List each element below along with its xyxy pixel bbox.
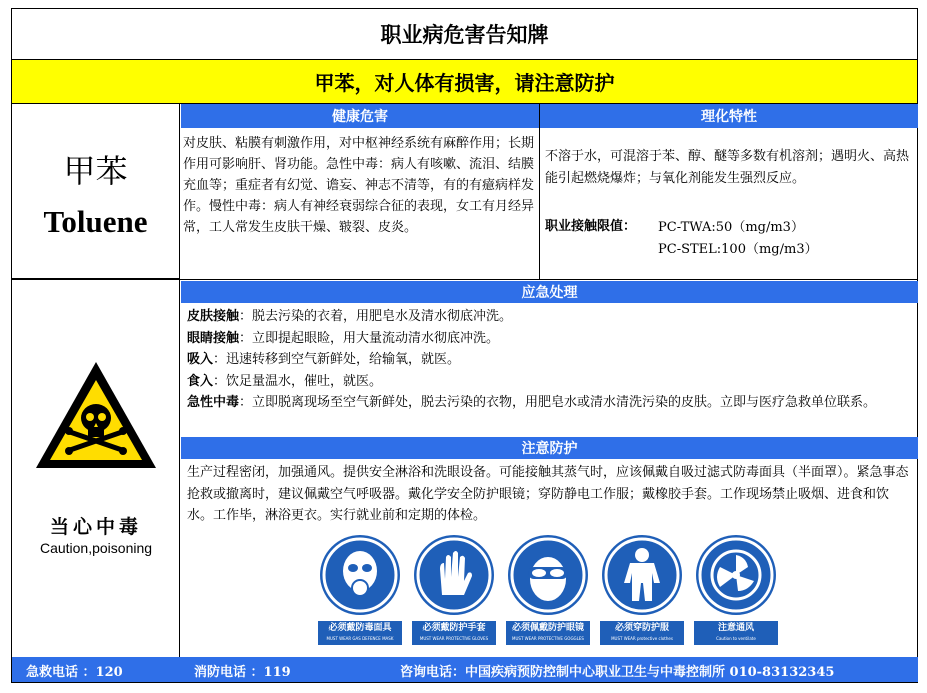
protection-text: 生产过程密闭，加强通风。提供安全淋浴和洗眼设备。可能接触其蒸气时，应该佩戴自吸过滤式防毒面具（半面罩）。紧急事态抢救或撤离时，建议佩戴空气呼吸器。戴化学安全防护眼镜；穿防静电工作服；戴橡胶手套。工作现场禁止吸烟、进食和饮水。工作毕，淋浴更衣。实行就业前和定期的体检。 bbox=[187, 465, 909, 523]
emergency-item-eye: 眼睛接触：立即提起眼睑，用大量流动清水彻底冲洗。 bbox=[187, 330, 500, 346]
fire-phone: 消防电话 ：119 bbox=[194, 665, 291, 680]
ppe-label-gloves: 必须戴防护手套 MUST WEAR PROTECTIVE GLOVES bbox=[412, 621, 496, 645]
warning-banner: 甲苯，对人体有损害，请注意防护 bbox=[12, 60, 917, 104]
ppe-sign-gas-mask bbox=[318, 535, 402, 645]
board-title: 职业病危害告知牌 bbox=[12, 9, 917, 60]
ppe-label-goggles: 必须佩戴防护眼镜 MUST WEAR PROTECTIVE GOGGLES bbox=[506, 621, 590, 645]
ppe-label-clothing: 必须穿防护服 MUST WEAR protective clothes bbox=[600, 621, 684, 645]
health-hazard-heading: 健康危害 bbox=[181, 104, 539, 128]
sign-caption-en: Caution,poisoning bbox=[39, 540, 153, 556]
ppe-sign-ventilation bbox=[694, 535, 778, 645]
protection-heading: 注意防护 bbox=[181, 437, 918, 459]
warning-sign-cell bbox=[12, 280, 180, 657]
emergency-phone: 急救电话 ：120 bbox=[26, 665, 123, 680]
emergency-heading: 应急处理 bbox=[181, 281, 918, 303]
gloves-icon bbox=[414, 535, 494, 615]
emergency-item-acute: 急性中毒：立即脱离现场至空气新鲜处，脱去污染的衣物，用肥皂水或清水清洗污染的皮肤。立即与医疗急救单位联系。 bbox=[187, 395, 877, 410]
ventilation-icon bbox=[696, 535, 776, 615]
limit-stel: PC-STEL:100（mg/m3） bbox=[658, 242, 818, 257]
ppe-label-gas-mask: 必须戴防毒面具 MUST WEAR GAS DEFENCE MASK bbox=[318, 621, 402, 645]
exposure-limit-label bbox=[545, 216, 636, 238]
substance-name-cn: 甲苯 bbox=[63, 152, 128, 190]
column-divider bbox=[539, 104, 540, 279]
protective-clothing-icon bbox=[602, 535, 682, 615]
limit-label: 职业接触限值： bbox=[545, 219, 637, 234]
health-hazard-text: 对皮肤、粘膜有刺激作用，对中枢神经系统有麻醉作用；长期作用可影响肝、肾功能。急性中毒：病人有咳嗽、流泪、结膜充血等；重症者有幻觉、谵妄、神志不清等，有的有癔病样发作。慢性中毒：病人有神经衰弱综合征的表现，女工有月经异常，工人常发生皮肤干燥、皲裂、皮炎。 bbox=[183, 136, 535, 235]
consult-phone: 咨询电话：中国疾病预防控制中心职业卫生与中毒控制所 010-83132345 bbox=[400, 665, 835, 680]
ppe-icon-row bbox=[318, 535, 778, 655]
gas-mask-icon bbox=[320, 535, 400, 615]
properties-text: 不溶于水，可混溶于苯、醇、醚等多数有机溶剂；遇明火、高热能引起燃烧爆炸；与氧化剂能发生强烈反应。 bbox=[545, 149, 910, 186]
sign-caption-cn: 当心中毒 bbox=[49, 516, 142, 538]
goggles-icon bbox=[508, 535, 588, 615]
properties-heading: 理化特性 bbox=[540, 104, 918, 128]
ppe-sign-goggles bbox=[506, 535, 590, 645]
ppe-sign-gloves bbox=[412, 535, 496, 645]
emergency-item-inhale: 吸入：迅速转移到空气新鲜处，给输氧，就医。 bbox=[187, 352, 461, 367]
substance-name-en: Toluene bbox=[43, 204, 148, 239]
emergency-list bbox=[187, 306, 913, 414]
footer-bar bbox=[12, 657, 918, 682]
emergency-item-ingest: 食入：饮足量温水，催吐，就医。 bbox=[187, 373, 383, 389]
emergency-item-skin: 皮肤接触：脱去污染的衣着，用肥皂水及清水彻底冲洗。 bbox=[187, 309, 513, 324]
toxic-warning-icon bbox=[32, 358, 160, 474]
limit-twa: PC-TWA:50（mg/m3） bbox=[658, 220, 804, 235]
ppe-label-ventilation: 注意通风 Caution to ventilate bbox=[694, 621, 778, 645]
ppe-sign-clothing bbox=[600, 535, 684, 645]
substance-name-cell bbox=[12, 104, 180, 279]
